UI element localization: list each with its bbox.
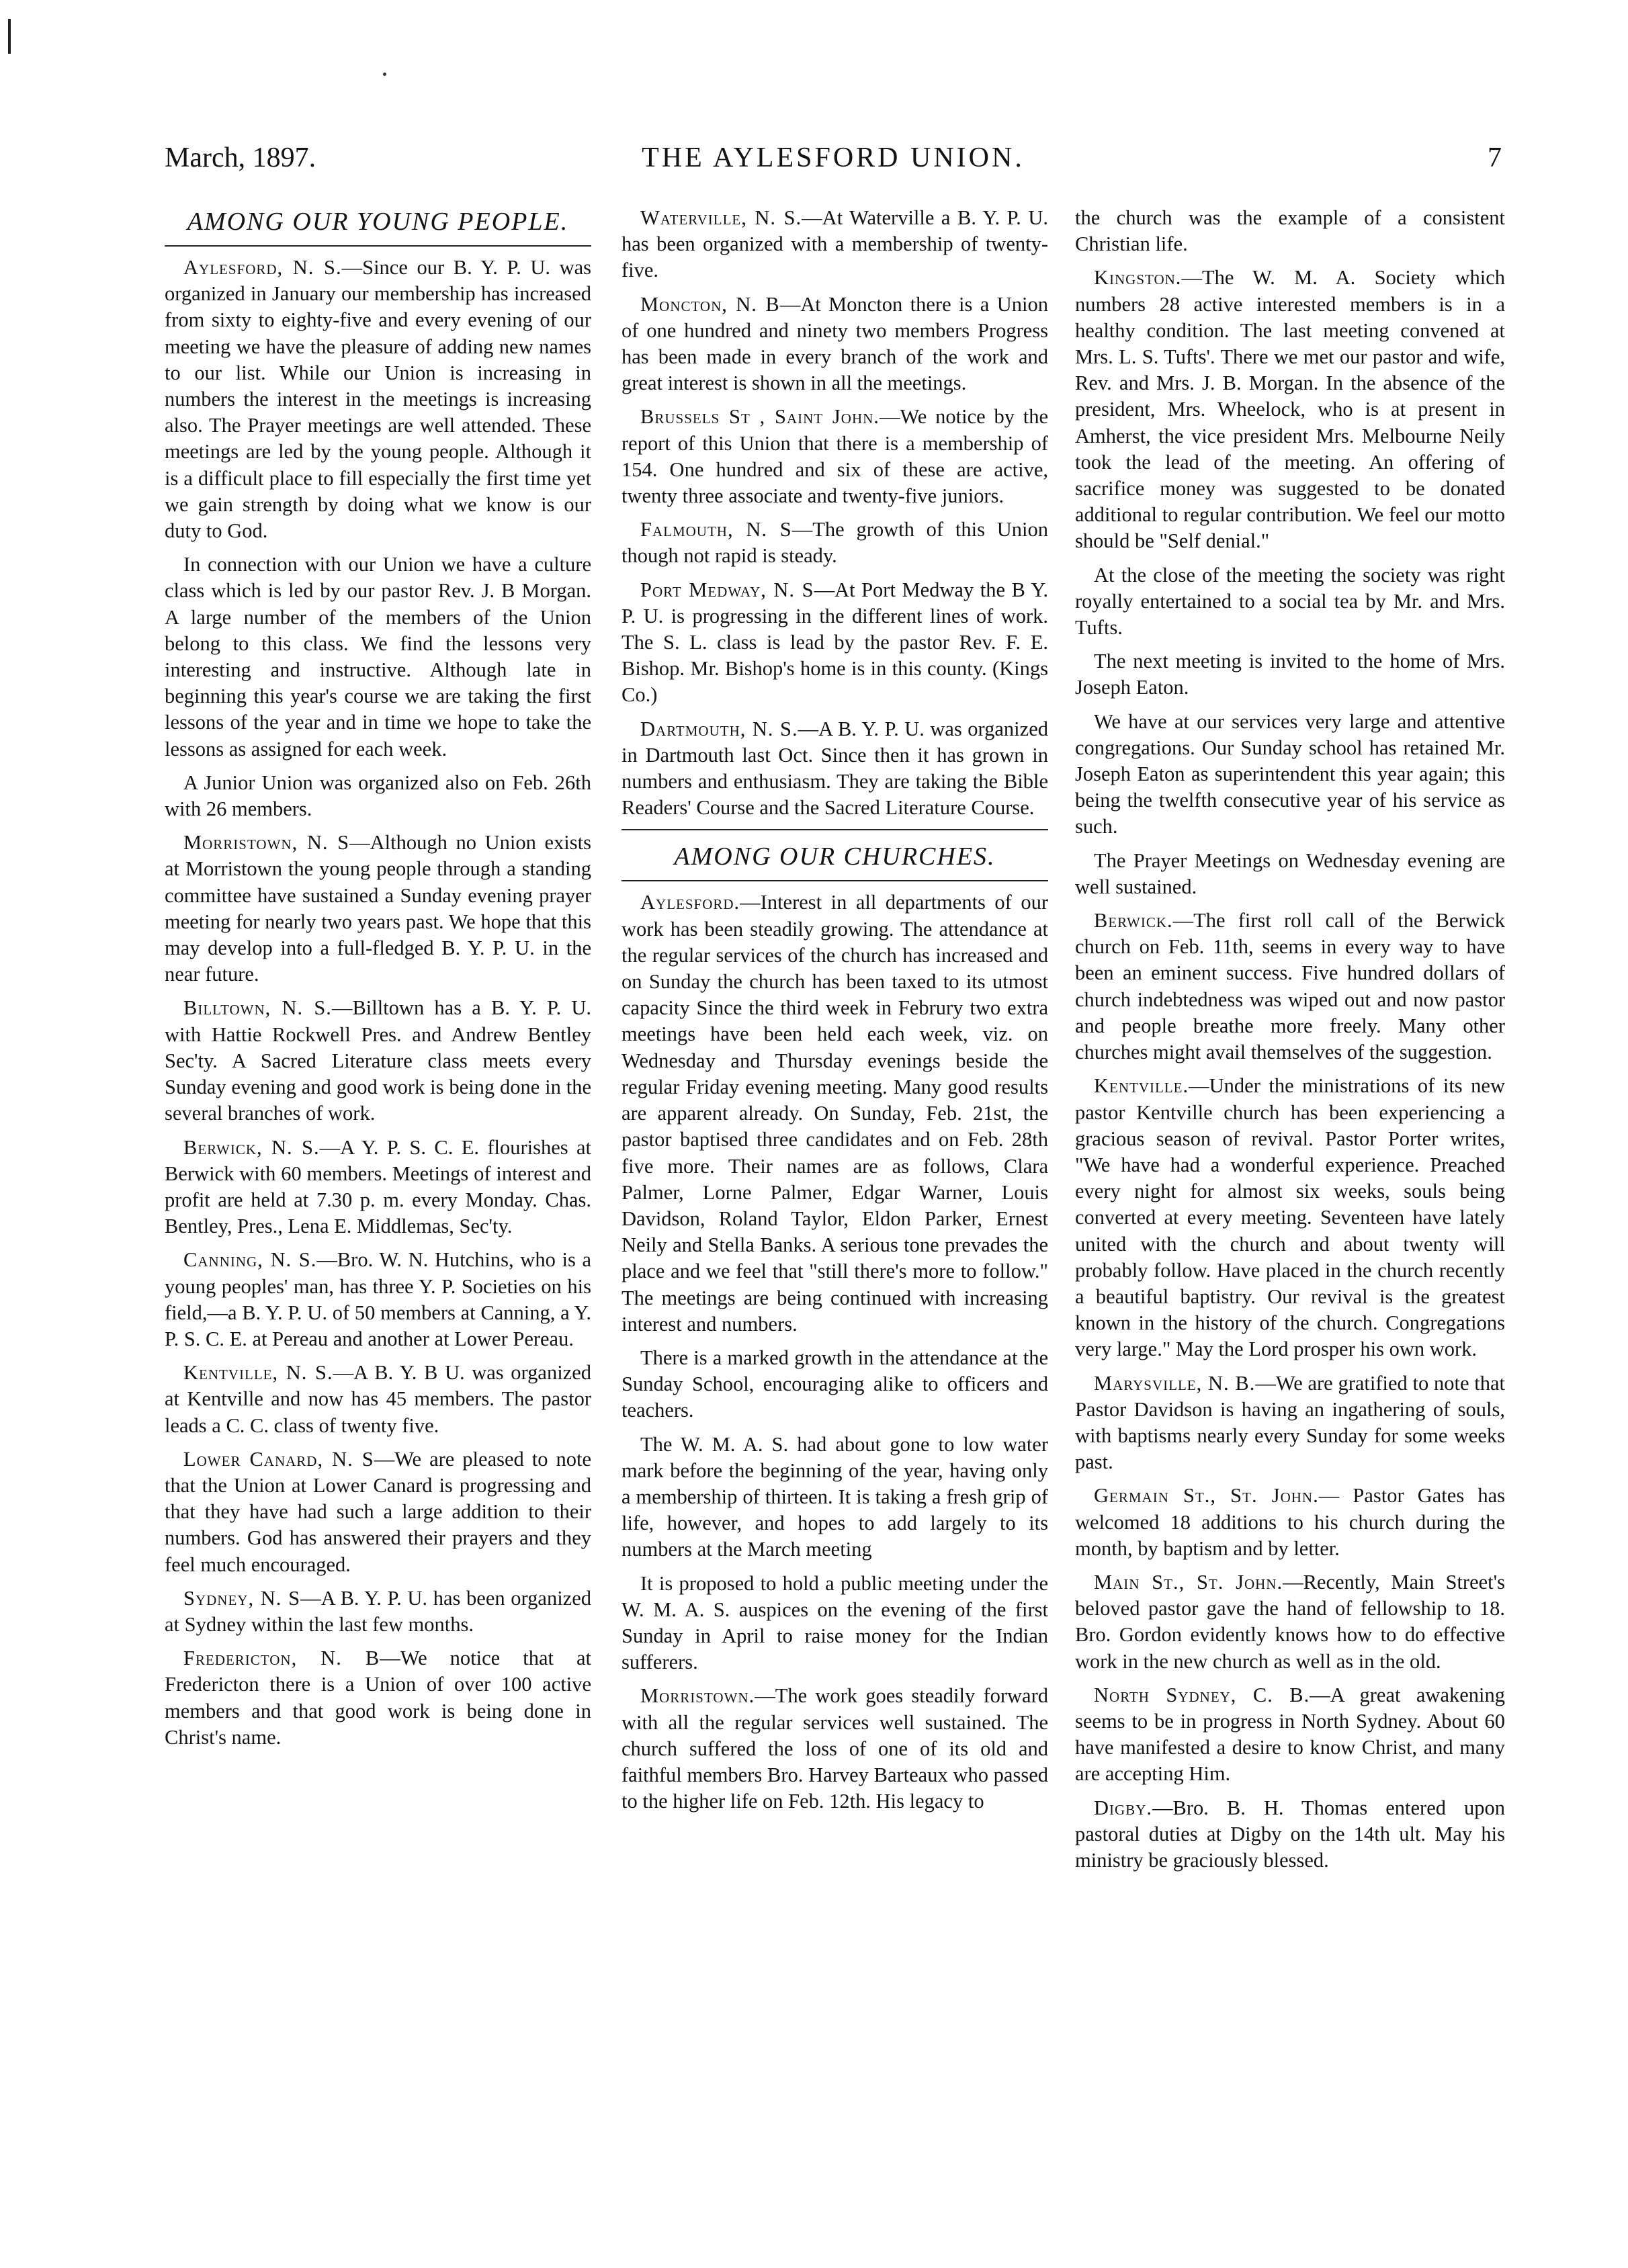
place-name: Kingston. [1094,266,1182,290]
news-item [1075,908,1505,1065]
item-text: —Under the ministrations of its new pastor Kentville church has been experiencing a gracious season of revival. Pastor Porter writes, "We have had a wonderful experience. Preached every night for almost six weeks, souls being converted at every meeting. Seventeen have lately united with the church and about twenty will probably follow. Have placed in the church recently a beautiful baptistry. Our revival is the greatest known in the history of the church. Congregations very large." May the Lord prosper his own work. [1075,1074,1505,1361]
speck [383,73,386,76]
news-item [1075,848,1505,900]
news-item [1075,1073,1505,1362]
item-text: —Billtown has a B. Y. P. U. with Hattie Rockwell Pres. and Andrew Bentley Sec'ty. A Sacred Literature class meets every Sunday evening and good work is being done in the several branches of work. [165,996,592,1125]
place-name: Canning, N. S. [183,1248,317,1272]
place-name: North Sydney, C. B. [1094,1683,1310,1706]
item-text: —At Waterville a B. Y. P. U. has been organized with a membership of twenty-five. [622,206,1048,282]
item-text: In connection with our Union we have a culture class which is led by our pastor Rev. J. B Morgan. A large number of the members of the Union belong to this class. We find the lessons very interesting and instructive. Although late in beginning this year's course we are taking the first lessons of the year and in time we hope to take the lessons as assigned for each week. [165,553,591,760]
news-item [165,552,591,762]
news-item [622,716,1048,822]
place-name: Kentville. [1094,1074,1189,1098]
item-text: —A B. Y. P. U. has been organized at Sydney within the last few months. [165,1586,591,1636]
item-text: —Although no Union exists at Morristown the young people through a standing committee have sustained a Sunday evening prayer meeting for nearly two years past. We hope that this may develop into a full-fledged B. Y. P. U. in the near future. [165,831,591,986]
item-text: A Junior Union was organized also on Feb. 26th with 26 members. [165,771,591,821]
page-number: 7 [1488,142,1502,173]
item-text: At the close of the meeting the society was right royally entertained to a social tea by Mr. and Mrs. Tufts. [1075,563,1505,640]
news-item [1075,1682,1505,1788]
column-2-bottom [622,889,1048,1815]
news-item [165,255,591,544]
news-item [1075,562,1505,642]
item-text: —Interest in all departments of our work has been steadily growing. The attendance at the regular services of the church has increased and on Sunday the church has been taxed to its utmost capacity Since the third week in Februry two extra meetings have been held each week, viz. on Wednesday and Thursday evenings beside the regular Friday evening meeting. Many good results are apparent already. On Sunday, Feb. 21st, the pastor baptised three candidates and on Feb. 28th five more. Their names are as follows, Clara Palmer, Lorne Palmer, Edgar Warner, Louis Davidson, Roland Taylor, Eldon Parker, Ernest Neily and Stella Banks. A serious tone prevades the place and we feel that "still there's more to follow." The meetings are being continued with increasing interest and numbers. [622,891,1048,1336]
news-item [622,889,1048,1337]
item-text: —We are gratified to note that Pastor Davidson is having an ingathering of souls, with baptisms nearly every Sunday for some weeks past. [1075,1371,1505,1474]
news-item [1075,709,1505,840]
item-text: The W. M. A. S. had about gone to low water mark before the beginning of the year, having only a membership of thirteen. It is taking a fresh grip of life, however, and hopes to add largely to its numbers at the March meeting [622,1432,1048,1561]
place-name: Moncton, N. B [640,292,780,316]
item-text: —A great awakening seems to be in progress in North Sydney. About 60 have manifested a desire to know Christ, and many are accepting Him. [1075,1683,1505,1786]
place-name: Berwick. [1094,909,1173,932]
item-text: —At Moncton there is a Union of one hundred and ninety two members Progress has been made in every branch of the work and great interest is shown in all the meetings. [622,292,1049,395]
margin-mark [8,19,11,54]
news-item [622,1683,1048,1815]
news-item [165,995,591,1127]
news-item [1075,1483,1505,1562]
news-item [622,1571,1048,1676]
item-text: —The growth of this Union though not rapid is steady. [622,518,1048,568]
place-name: Lower Canard, N. S [183,1447,374,1471]
news-item [1075,265,1505,554]
item-text: The next meeting is invited to the home of Mrs. Joseph Eaton. [1075,650,1505,699]
item-text: —Bro. B. H. Thomas entered upon pastoral duties at Digby on the 14th ult. May his ministry be graciously blessed. [1075,1796,1505,1872]
heading-rule [622,880,1048,881]
place-name: Brussels St , Saint John. [640,405,880,429]
place-name: Sydney, N. S [183,1586,301,1610]
item-text: the church was the example of a consistent Christian life. [1075,206,1505,256]
news-item [622,292,1048,397]
column-3 [1075,205,1505,1881]
place-name: Port Medway, N. S [640,578,814,601]
item-text: —The W. M. A. Society which numbers 28 active interested members is in a healthy condition. The last meeting convened at Mrs. L. S. Tufts'. There we met our pastor and wife, Rev. and Mrs. J. B. Morgan. In the absence of the president, Mrs. Wheelock, who is at present in Amherst, the vice president Mrs. Melbourne Neily took the lead of the meeting. An offering of sacrifice money was suggested to be donated additional to regular contribution. We feel our motto should be "Self denial." [1075,266,1505,553]
news-item [622,1345,1048,1424]
news-item [165,1360,591,1439]
column-2-top [622,205,1048,821]
place-name: Dartmouth, N. S. [640,717,798,740]
news-item [165,1135,591,1240]
item-text: —We are pleased to note that the Union at Lower Canard is progressing and that they have had such a large addition to their numbers. God has answered their prayers and they feel much encouraged. [165,1447,591,1576]
place-name: Waterville, N. S. [640,206,802,229]
news-item [1075,1569,1505,1675]
item-text: — Pastor Gates has welcomed 18 additions to his church during the month, by baptism and by letter. [1075,1484,1505,1560]
news-item [1075,648,1505,701]
item-text: —Since our B. Y. P. U. was organized in January our membership has increased from sixty to eighty-five and every evening of our meeting we have the pleasure of adding new names to our list. While our Union is increasing in numbers the interest in the meetings is increasing also. The Prayer meetings are well attended. These meetings are led by the young people. Although it is a difficult place to fill especially the first time yet we gain strength by doing what we know is our duty to God. [165,256,591,543]
place-name: Morristown. [640,1684,755,1708]
item-text: The Prayer Meetings on Wednesday evening are well sustained. [1075,848,1505,898]
item-text: —The work goes steadily forward with all the regular services well sustained. The church suffered the loss of one of its old and faithful members Bro. Harvey Barteaux who passed to the higher life on Feb. 12th. His legacy to [622,1684,1048,1813]
news-item [622,205,1048,284]
news-item [622,577,1048,709]
news-item [165,770,591,822]
item-text: —At Port Medway the B Y. P. U. is progressing in the different lines of work. The S. L. class is lead by the pastor Rev. F. E. Bishop. Mr. Bishop's home is in this county. (Kings Co.) [622,578,1048,707]
section-heading-young-people: AMONG OUR YOUNG PEOPLE. [187,208,569,236]
news-item [165,1585,591,1638]
news-item [1075,1370,1505,1476]
news-item [1075,1795,1505,1874]
publication-title: THE AYLESFORD UNION. [642,142,1025,173]
place-name: Digby. [1094,1796,1152,1819]
item-text: —Bro. W. N. Hutchins, who is a young peoples' man, has three Y. P. Societies on his field,—a B. Y. P. U. of 50 members at Canning, a Y. P. S. C. E. at Pereau and another at Lower Pereau. [165,1248,592,1350]
item-text: —A Y. P. S. C. E. flourishes at Berwick with 60 members. Meetings of interest and profit are held at 7.30 p. m. every Monday. Chas. Bentley, Pres., Lena E. Middlemas, Sec'ty. [165,1135,591,1238]
item-text: We have at our services very large and attentive congregations. Our Sunday school has retained Mr. Joseph Eaton as superintendent this year again; this being the twelfth consecutive year of his service as such. [1075,709,1505,838]
section-heading-churches: AMONG OUR CHURCHES. [622,829,1048,873]
column-2 [622,205,1048,1822]
item-text: —Recently, Main Street's beloved pastor gave the hand of fellowship to 18. Bro. Gordon evidently knows how to do effective work in the new church as well as in the old. [1075,1570,1505,1673]
news-item [165,1446,591,1578]
news-item [165,830,591,988]
item-text: It is proposed to hold a public meeting under the W. M. A. S. auspices on the evening of the first Sunday in April to raise money for the Indian sufferers. [622,1571,1048,1674]
issue-date: March, 1897. [165,142,316,173]
item-text: —A B. Y. P. U. was organized in Dartmouth last Oct. Since then it has grown in numbers and enthusiasm. They are taking the Bible Readers' Course and the Sacred Literature Course. [622,717,1048,820]
news-item [1075,205,1505,257]
page-header [165,138,1502,185]
news-item [622,517,1048,569]
item-text: —We notice by the report of this Union that there is a membership of 154. One hundred and six of these are active, twenty three associate and twenty-five juniors. [622,405,1049,508]
place-name: Morristown, N. S [183,831,350,855]
place-name: Main St., St. John. [1094,1570,1283,1594]
news-item [165,1645,591,1751]
place-name: Germain St., St. John. [1094,1484,1319,1508]
place-name: Billtown, N. S. [183,996,332,1020]
item-text: —A B. Y. B U. was organized at Kentville and now has 45 members. The pastor leads a C. C. class of twenty five. [165,1361,591,1437]
column-1 [165,205,591,1758]
news-item [165,1247,591,1352]
place-name: Marysville, N. B. [1094,1371,1256,1395]
place-name: Kentville, N. S. [183,1361,333,1385]
place-name: Falmouth, N. S [640,518,792,541]
place-name: Aylesford. [640,891,740,914]
place-name: Aylesford, N. S. [183,256,342,279]
item-text: —We notice that at Fredericton there is a Union of over 100 active members and that good work is being done in Christ's name. [165,1647,592,1749]
heading-rule [165,245,591,247]
news-item [622,404,1048,509]
place-name: Fredericton, N. B [183,1647,380,1670]
news-item [622,1432,1048,1563]
place-name: Berwick, N. S. [183,1135,320,1159]
item-text: —The first roll call of the Berwick church on Feb. 11th, seems in every way to have been an eminent success. Five hundred dollars of church indebtedness was wiped out and now pastor and people breathe more freely. Many other churches might avail themselves of the suggestion. [1075,909,1505,1064]
item-text: There is a marked growth in the attendance at the Sunday School, encouraging alike to officers and teachers. [622,1346,1048,1422]
